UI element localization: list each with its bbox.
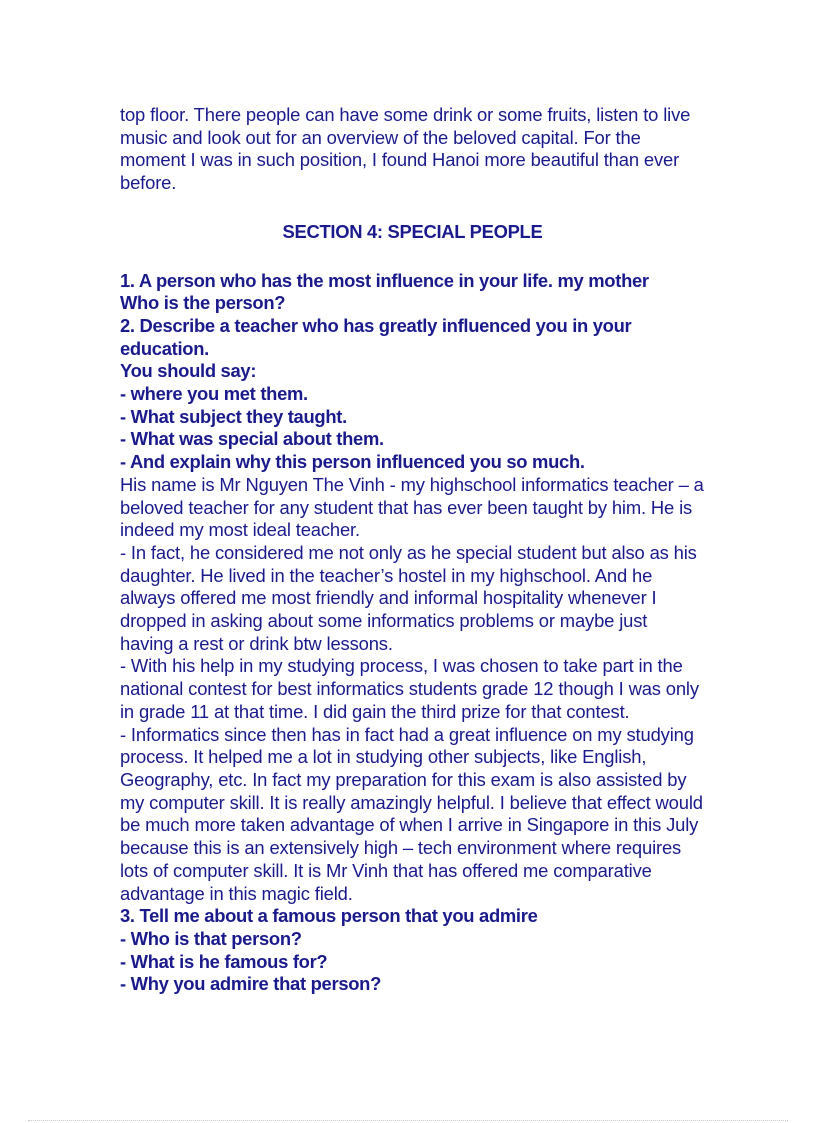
- question-2-point: - where you met them.: [120, 383, 308, 405]
- question-2-title: 2. Describe a teacher who has greatly influenced you in your education.: [120, 314, 632, 359]
- answer-paragraph: - In fact, he considered me not only as he special student but also as his daughter. He lived in the teacher’s hostel in my highschool. And he always offered me most friendly and informal hospitality whenever I dropped in asking about some informatics problems or maybe just having a rest or drink btw lessons.: [120, 541, 697, 654]
- answer-paragraph: His name is Mr Nguyen The Vinh - my highschool informatics teacher – a beloved teacher for any student that has ever been taught by him. He is indeed my most ideal teacher.: [120, 473, 704, 541]
- question-3-point: - Why you admire that person?: [120, 973, 382, 995]
- question-3-title: 3. Tell me about a famous person that you admire: [120, 905, 538, 927]
- section-title: SECTION 4: SPECIAL PEOPLE: [282, 220, 543, 242]
- intro-paragraph: top floor. There people can have some drink or some fruits, listen to live music and look out for an overview of the beloved capital. For the moment I was in such position, I found Hanoi more beautiful than ever before.: [120, 104, 691, 194]
- document-page: [120, 104, 705, 996]
- answer-paragraph: - Informatics since then has in fact had a great influence on my studying process. It helped me a lot in studying other subjects, like English, Geography, etc. In fact my preparation for this exam is also assisted by my computer skill. It is really amazingly helpful. I believe that effect would be much more taken advantage of when I arrive in Singapore in this July because this is an extensively high – tech environment where requires lots of computer skill. It is Mr Vinh that has offered me comparative advantage in this magic field.: [120, 723, 703, 904]
- answer-paragraph: - With his help in my studying process, I was chosen to take part in the national contest for best informatics students grade 12 though I was only in grade 11 at that time. I did gain the third prize for that contest.: [120, 655, 699, 722]
- question-2-point: - And explain why this person influenced you so much.: [120, 451, 585, 473]
- question-2-prompt: You should say:: [120, 360, 257, 382]
- question-1-subtitle: Who is the person?: [120, 292, 286, 314]
- question-2-point: - What subject they taught.: [120, 405, 347, 427]
- question-3-point: - What is he famous for?: [120, 950, 328, 972]
- question-1-title: 1. A person who has the most influence in your life. my mother: [120, 269, 649, 291]
- question-3-point: - Who is that person?: [120, 927, 302, 949]
- page-bottom-divider: [28, 1120, 788, 1121]
- question-2-point: - What was special about them.: [120, 428, 384, 450]
